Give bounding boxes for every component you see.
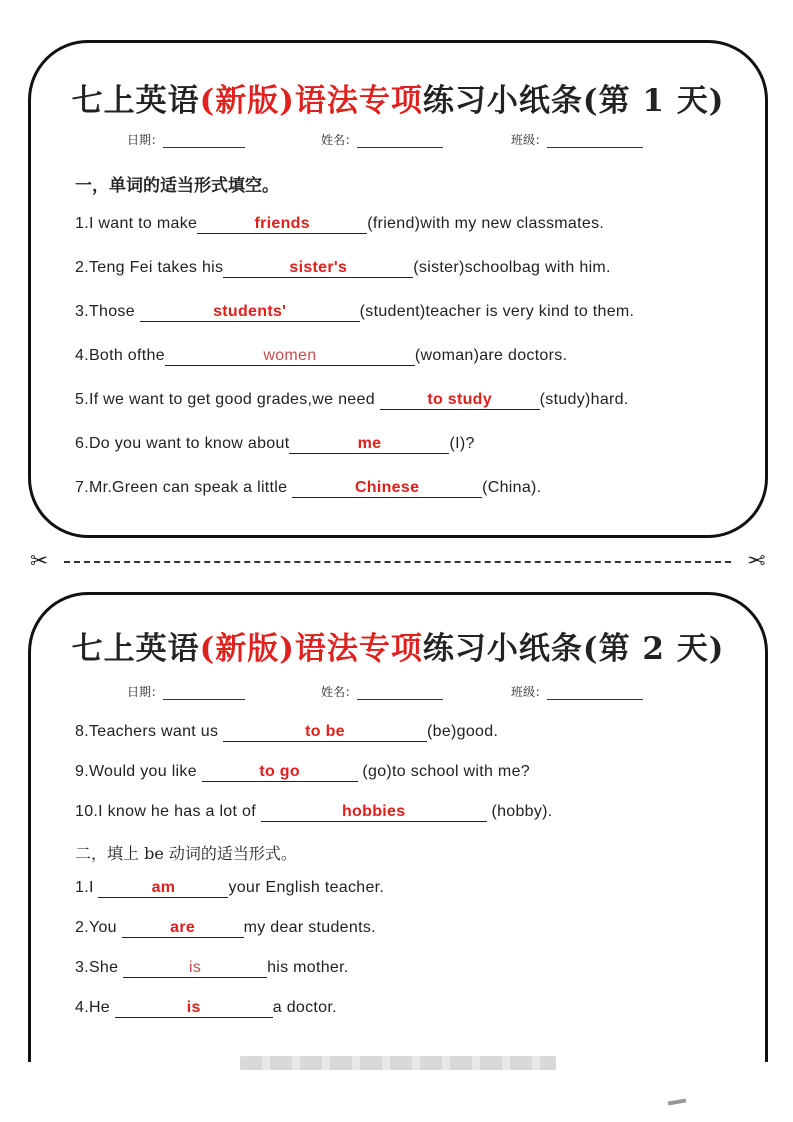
be-question-2: 2.You are my dear students. <box>75 919 376 936</box>
info-row <box>31 683 765 703</box>
class-field: 班级： <box>511 131 643 148</box>
answer-blank[interactable]: is <box>115 999 273 1018</box>
answer-blank[interactable]: Chinese <box>292 479 482 498</box>
blurred-footer-text <box>240 1056 556 1070</box>
worksheet-slip-day-1 <box>28 40 768 538</box>
day-label: 第 1 天 <box>598 83 709 119</box>
name-field: 姓名： <box>321 131 443 148</box>
name-field: 姓名： <box>321 683 443 700</box>
scissors-icon: ✂ <box>746 549 765 574</box>
class-line[interactable] <box>547 685 643 700</box>
day-label: 第 2 天 <box>598 631 709 667</box>
answer-blank[interactable]: to be <box>223 723 427 742</box>
class-line[interactable] <box>547 133 643 148</box>
answer-blank[interactable]: to study <box>380 391 540 410</box>
question-4: 4.Both ofthe women (woman)are doctors. <box>75 347 568 364</box>
answer-blank[interactable]: hobbies <box>261 803 487 822</box>
answer-blank[interactable]: students' <box>140 303 360 322</box>
footer-mark <box>668 1098 686 1105</box>
cut-line <box>30 550 765 574</box>
answer-blank[interactable]: am <box>98 879 228 898</box>
date-field: 日期： <box>127 683 245 700</box>
worksheet-slip-day-2 <box>28 592 768 1062</box>
question-6: 6.Do you want to know about me (I)? <box>75 435 475 452</box>
date-line[interactable] <box>163 133 245 148</box>
question-8: 8.Teachers want us to be (be)good. <box>75 723 499 740</box>
answer-blank[interactable]: to go <box>202 763 358 782</box>
section-title: 二，填上 be 动词的适当形式。 <box>75 844 297 863</box>
name-line[interactable] <box>357 133 443 148</box>
answer-blank[interactable]: women <box>165 347 415 366</box>
class-field: 班级： <box>511 683 643 700</box>
info-row <box>31 131 765 151</box>
answer-blank[interactable]: friends <box>197 215 367 234</box>
question-3: 3.Those students' (student)teacher is very kind to them. <box>75 303 635 320</box>
be-question-1: 1.I am your English teacher. <box>75 879 385 896</box>
answer-blank[interactable]: me <box>289 435 449 454</box>
answer-blank[interactable]: are <box>122 919 244 938</box>
be-question-3: 3.She is his mother. <box>75 959 349 976</box>
date-field: 日期： <box>127 131 245 148</box>
be-question-4: 4.He is a doctor. <box>75 999 337 1016</box>
question-7: 7.Mr.Green can speak a little Chinese (China). <box>75 479 542 496</box>
slip-title: 七上英语(新版)语法专项练习小纸条(第 2 天) <box>71 631 725 667</box>
slip-title: 七上英语(新版)语法专项练习小纸条(第 1 天) <box>71 83 725 119</box>
date-line[interactable] <box>163 685 245 700</box>
dashed-divider <box>64 561 731 563</box>
answer-blank[interactable]: is <box>123 959 267 978</box>
question-2: 2.Teng Fei takes his sister's (sister)schoolbag with him. <box>75 259 611 276</box>
scissors-icon: ✂ <box>30 549 49 574</box>
question-1: 1.I want to make friends (friend)with my new classmates. <box>75 215 605 232</box>
name-line[interactable] <box>357 685 443 700</box>
question-5: 5.If we want to get good grades,we need to study (study)hard. <box>75 391 629 408</box>
answer-blank[interactable]: sister's <box>223 259 413 278</box>
question-9: 9.Would you like to go (go)to school with me? <box>75 763 530 780</box>
question-10: 10.I know he has a lot of hobbies (hobby). <box>75 803 553 820</box>
section-title: 一，单词的适当形式填空。 <box>75 176 279 196</box>
